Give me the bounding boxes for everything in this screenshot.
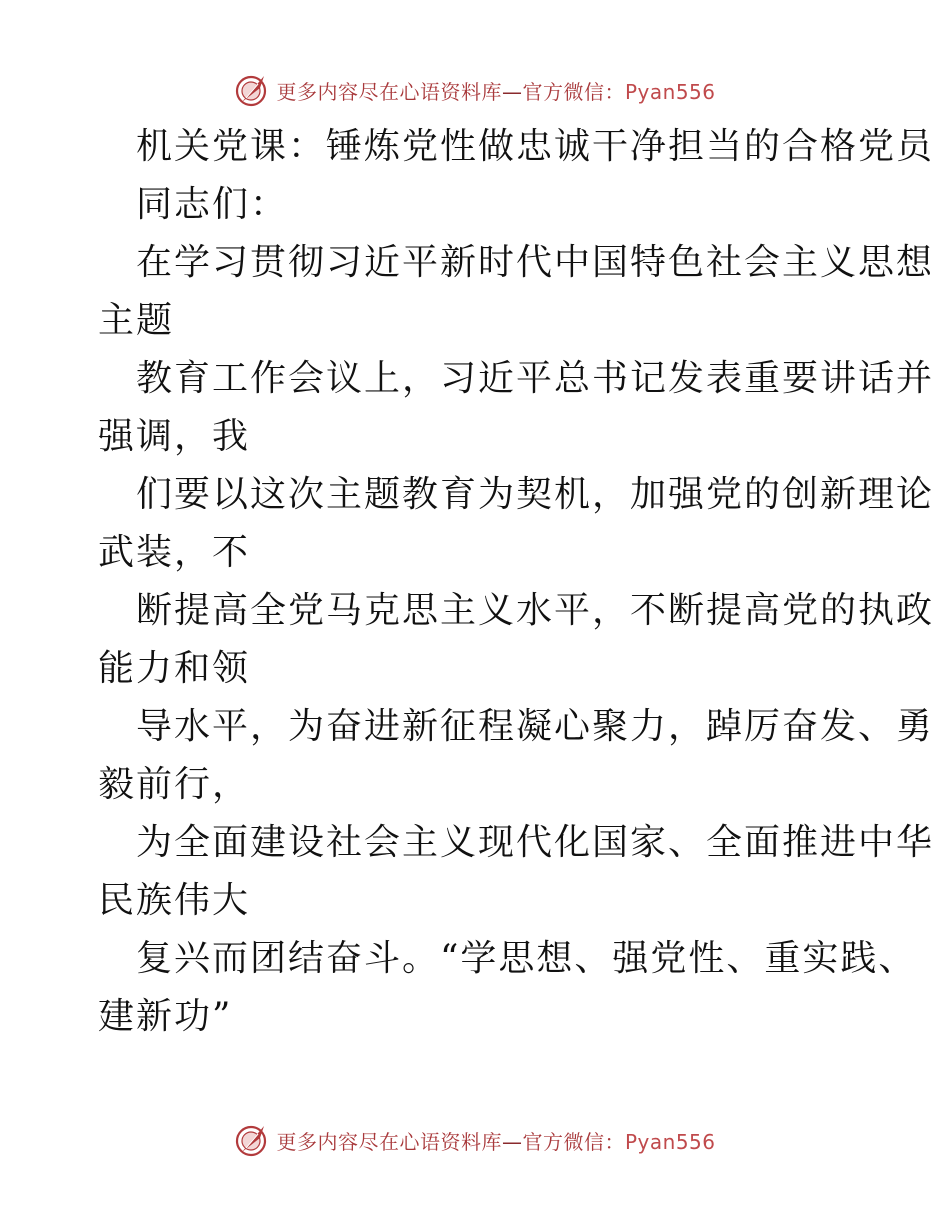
paragraph-line: 们要以这次主题教育为契机，加强党的创新理论 — [136, 474, 935, 515]
footer-banner-wechat-label: 官方微信： — [522, 1129, 625, 1154]
paragraph-line: 强调，我 — [98, 416, 251, 457]
paragraph-line: 教育工作会议上，习近平总书记发表重要讲话并 — [136, 358, 935, 399]
header-banner-text — [276, 76, 715, 105]
footer-banner — [0, 1120, 950, 1160]
paragraph-line: 能力和领 — [98, 648, 251, 689]
document-title: 机关党课：锤炼党性做忠诚干净担当的合格党员 — [136, 126, 935, 167]
paragraph-line: 断提高全党马克思主义水平，不断提高党的执政 — [136, 590, 935, 631]
header-banner-main: 更多内容尽在心语资料库 — [276, 79, 502, 104]
paragraph-line: 为全面建设社会主义现代化国家、全面推进中华 — [136, 822, 935, 863]
paragraph-line: 民族伟大 — [98, 880, 251, 921]
paragraph-line: 复兴而团结奋斗。“学思想、强党性、重实践、 — [136, 938, 917, 979]
paragraph-line: 导水平，为奋进新征程凝心聚力，踔厉奋发、勇 — [136, 706, 935, 747]
footer-banner-wechat-id: Pyan556 — [624, 1129, 716, 1154]
paragraph-line: 在学习贯彻习近平新时代中国特色社会主义思想 — [136, 242, 935, 283]
header-banner — [0, 70, 950, 110]
quill-logo-icon — [234, 1122, 270, 1158]
footer-banner-dash: — — [501, 1129, 523, 1154]
footer-banner-text — [276, 1126, 715, 1155]
footer-banner-main: 更多内容尽在心语资料库 — [276, 1129, 502, 1154]
header-banner-wechat-id: Pyan556 — [624, 79, 716, 104]
document-body — [98, 118, 935, 1046]
document-salutation: 同志们： — [136, 184, 289, 225]
paragraph-line: 建新功” — [98, 996, 233, 1037]
quill-logo-icon — [234, 72, 270, 108]
header-banner-wechat-label: 官方微信： — [522, 79, 625, 104]
header-banner-dash: — — [501, 79, 523, 104]
paragraph-line: 武装，不 — [98, 532, 251, 573]
paragraph-line: 毅前行， — [98, 764, 251, 805]
paragraph-line: 主题 — [98, 300, 175, 341]
